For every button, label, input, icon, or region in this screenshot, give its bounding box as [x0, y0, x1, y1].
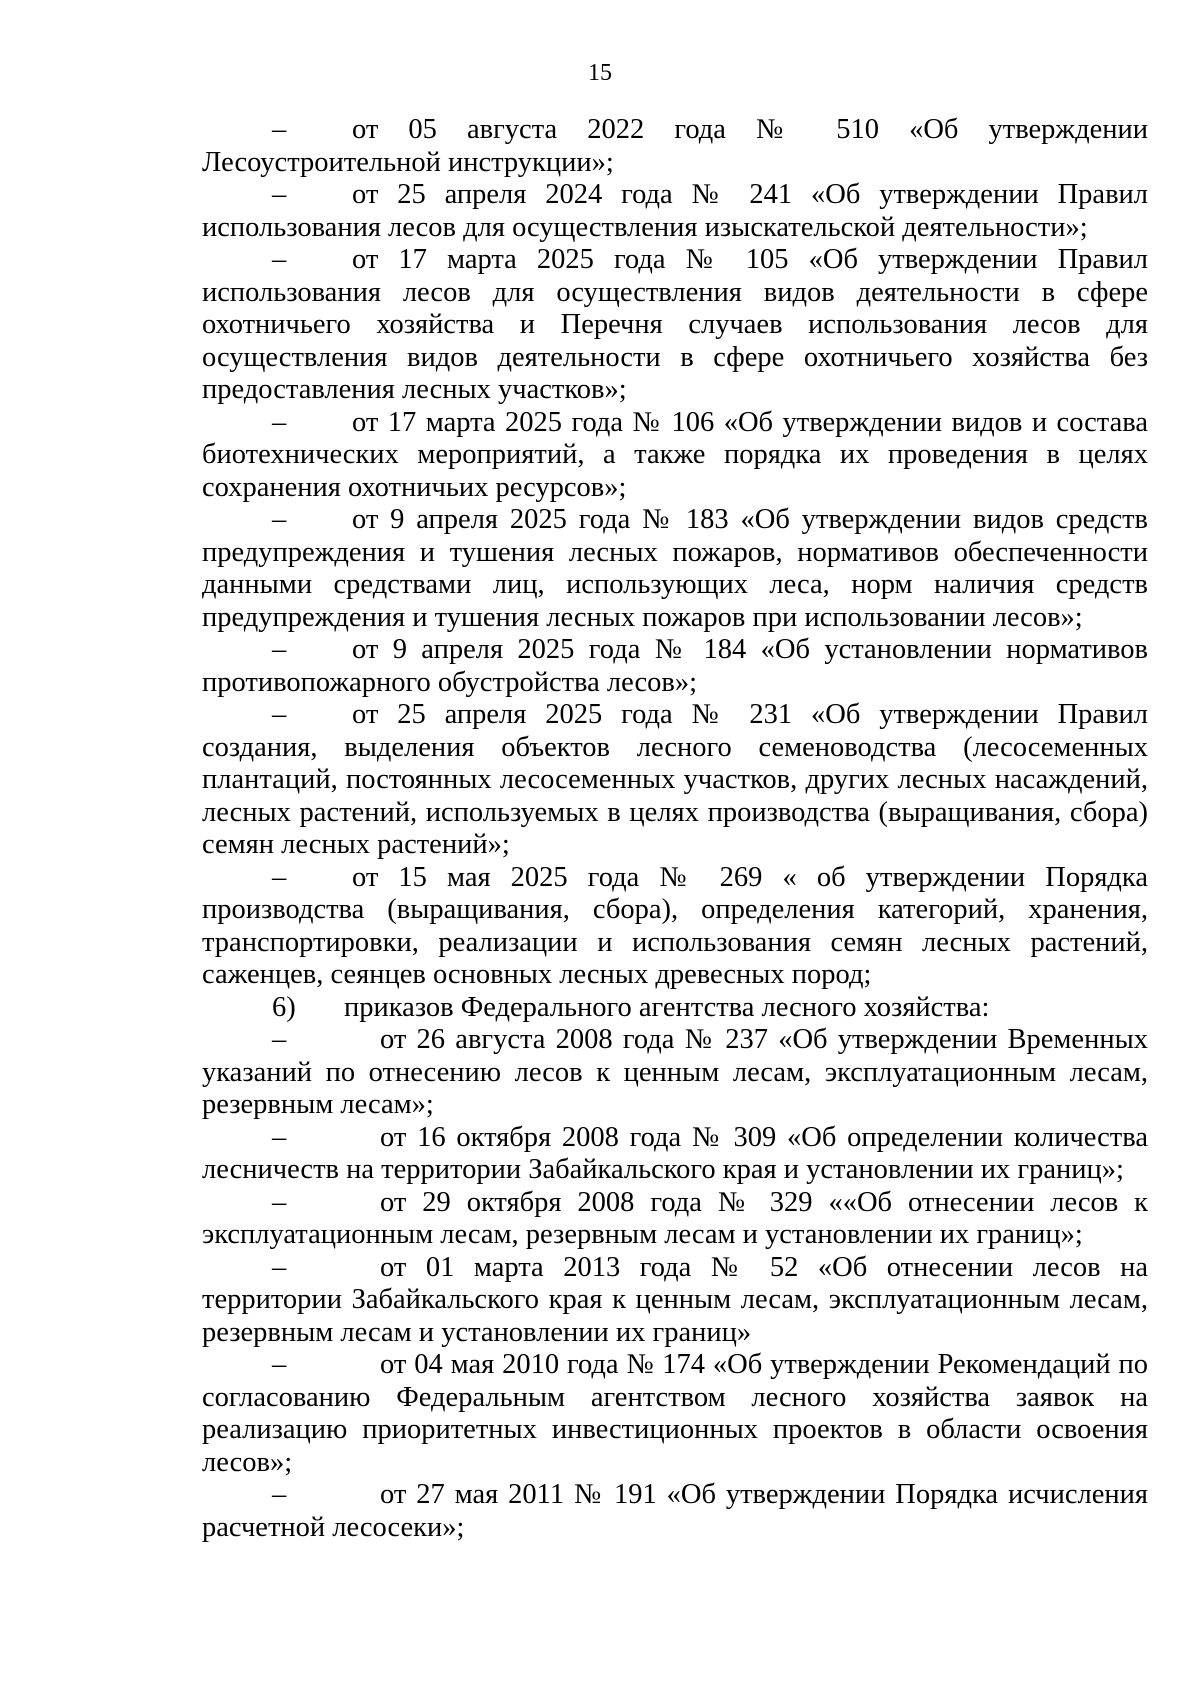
list-item [202, 1187, 1148, 1252]
section-heading-text: приказов Федерального агентства лесного хозяйства: [344, 991, 990, 1023]
list-item-text: от 17 марта 2025 года № 105 «Об утверждении Правил использования лесов для осуществления видов деятельности в сфере охотничьего хозяйства и Перечня случаев использования лесов для осуществления видов деятельности в сфере охотничьего хозяйства без предоставления лесных участков»; [202, 244, 1148, 405]
list-marker: – [272, 244, 287, 275]
page-number: 15 [588, 60, 612, 86]
list-marker: – [272, 634, 287, 665]
list-item [202, 862, 1148, 992]
list-item-text: от 9 апреля 2025 года № 184 «Об установлении нормативов противопожарного обустройства лесов»; [202, 634, 1148, 698]
list-marker: – [272, 1479, 287, 1510]
list-item-text: от 05 августа 2022 года № 510 «Об утверждении Лесоустроительной инструкции»; [202, 114, 1148, 178]
list-item [202, 244, 1148, 407]
numbered-section-heading [202, 992, 1148, 1025]
list-marker: – [272, 1121, 287, 1153]
list-item [202, 634, 1148, 699]
list-marker: – [272, 406, 287, 438]
document-body [202, 114, 1148, 1544]
list-item-text: от 29 октября 2008 года № 329 ««Об отнесении лесов к эксплуатационным лесам, резервным лесам и установлении их границ»; [202, 1186, 1148, 1250]
list-marker: – [272, 1349, 287, 1380]
list-marker: – [272, 1024, 287, 1055]
list-item [202, 1024, 1148, 1122]
list-item [202, 1252, 1148, 1350]
list-marker: – [272, 1186, 287, 1218]
list-marker: – [272, 114, 287, 145]
list-item-text: от 25 апреля 2025 года № 231 «Об утверждении Правил создания, выделения объектов лесного семеноводства (лесосеменных плантаций, постоянных лесосеменных участков, других лесных насаждений, лесных растений, используемых в целях производства (выращивания, сбора) семян лесных растений»; [202, 699, 1148, 860]
list-item [202, 504, 1148, 634]
list-marker: – [272, 179, 287, 210]
list-item-text: от 01 марта 2013 года № 52 «Об отнесении лесов на территории Забайкальского края к ценным лесам, эксплуатационным лесам, резервным лесам и установлении их границ» [202, 1251, 1148, 1348]
list-marker: – [272, 699, 287, 730]
list-item-text: от 27 мая 2011 № 191 «Об утверждении Порядка исчисления расчетной лесосеки»; [202, 1479, 1148, 1543]
list-item-text: от 9 апреля 2025 года № 183 «Об утверждении видов средств предупреждения и тушения лесных пожаров, нормативов обеспеченности данными средствами лиц, использующих леса, норм наличия средств предупреждения и тушения лесных пожаров при использовании лесов»; [202, 504, 1148, 633]
list-item-text: от 17 марта 2025 года № 106 «Об утверждении видов и состава биотехнических мероприятий, а также порядка их проведения в целях сохранения охотничьих ресурсов»; [202, 406, 1148, 503]
list-item-text: от 15 мая 2025 года № 269 « об утверждении Порядка производства (выращивания, сбора), определения категорий, хранения, транспортировки, реализации и использования семян лесных растений, саженцев, сеянцев основных лесных древесных пород; [202, 861, 1148, 990]
list-item [202, 1479, 1148, 1544]
list-item-text: от 26 августа 2008 года № 237 «Об утверждении Временных указаний по отнесению лесов к ценным лесам, эксплуатационным лесам, резервным лесам»; [202, 1024, 1148, 1120]
list-item-text: от 04 мая 2010 года № 174 «Об утверждении Рекомендаций по согласованию Федеральным агентством лесного хозяйства заявок на реализацию приоритетных инвестиционных проектов в области освоения лесов»; [202, 1349, 1148, 1478]
list-item-text: от 25 апреля 2024 года № 241 «Об утверждении Правил использования лесов для осуществления изыскательской деятельности»; [202, 179, 1148, 243]
section-number: 6) [272, 991, 296, 1023]
list-item-text: от 16 октября 2008 года № 309 «Об определении количества лесничеств на территории Забайкальского края и установлении их границ»; [202, 1121, 1148, 1185]
list-item [202, 179, 1148, 244]
list-marker: – [272, 1251, 287, 1283]
list-item [202, 1122, 1148, 1187]
list-marker: – [272, 861, 287, 893]
list-item [202, 407, 1148, 505]
list-item [202, 1349, 1148, 1479]
list-item [202, 114, 1148, 179]
list-item [202, 699, 1148, 862]
list-marker: – [272, 504, 287, 535]
